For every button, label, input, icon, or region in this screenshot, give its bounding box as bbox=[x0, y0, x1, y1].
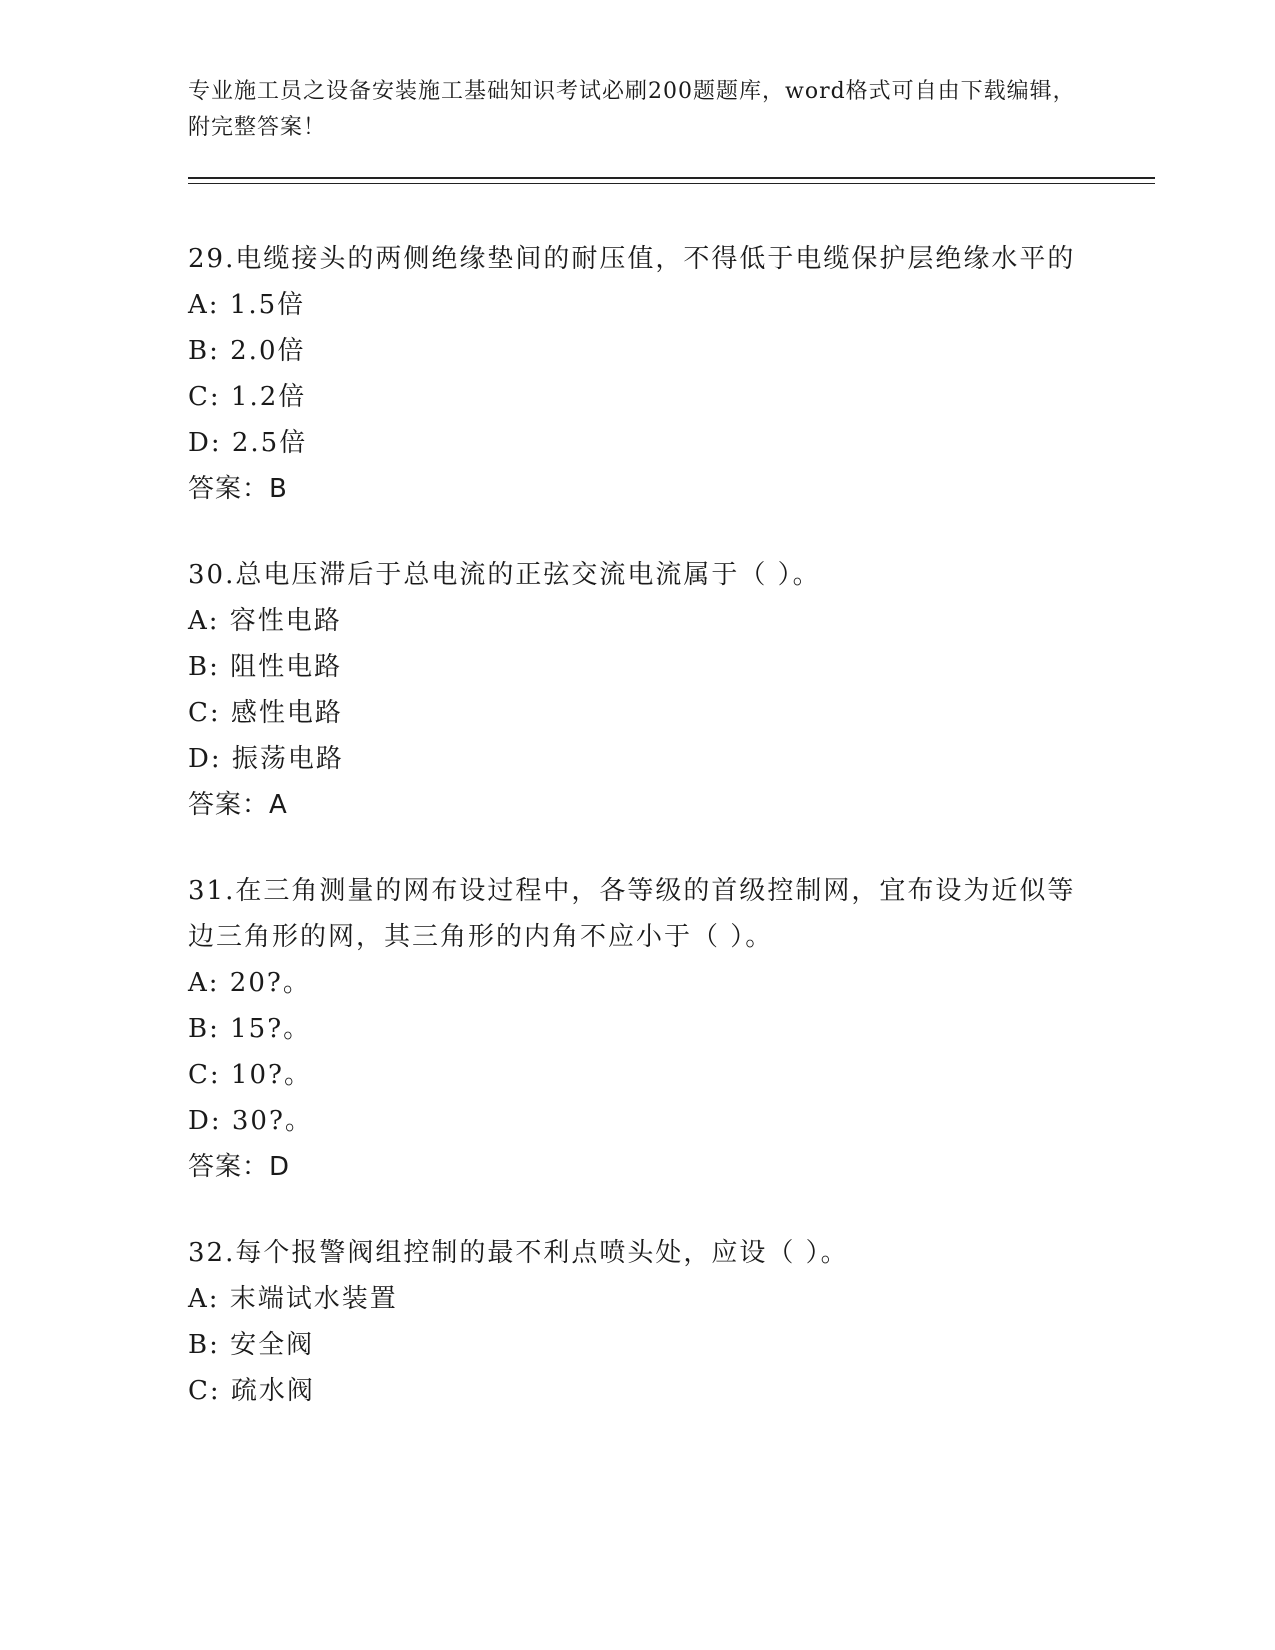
header-title: 专业施工员之设备安装施工基础知识考试必刷200题题库，word格式可自由下载编辑，附完整答案！ bbox=[188, 79, 1076, 140]
question-31 bbox=[188, 868, 1088, 1190]
option-d: D: 2.5倍 bbox=[188, 428, 308, 458]
option-c: C: 感性电路 bbox=[188, 698, 343, 728]
option-a: A: 容性电路 bbox=[188, 606, 342, 636]
option-b: B: 阻性电路 bbox=[188, 652, 343, 682]
option-c: C: 10?。 bbox=[188, 1060, 312, 1090]
header-divider-thin bbox=[188, 183, 1155, 184]
option-d: D: 30?。 bbox=[188, 1106, 313, 1136]
option-d: D: 振荡电路 bbox=[188, 744, 344, 774]
answer-line: 答案：D bbox=[188, 1152, 291, 1182]
option-b: B: 2.0倍 bbox=[188, 336, 306, 366]
question-stem: 30.总电压滞后于总电流的正弦交流电流属于（ ）。 bbox=[188, 560, 821, 590]
question-list bbox=[188, 236, 1088, 1454]
option-c: C: 疏水阀 bbox=[188, 1376, 315, 1406]
answer-line: 答案：A bbox=[188, 790, 288, 820]
question-32 bbox=[188, 1230, 1088, 1414]
option-c: C: 1.2倍 bbox=[188, 382, 307, 412]
question-stem: 32.每个报警阀组控制的最不利点喷头处，应设（ ）。 bbox=[188, 1238, 849, 1268]
question-29 bbox=[188, 236, 1088, 512]
question-stem: 29.电缆接头的两侧绝缘垫间的耐压值，不得低于电缆保护层绝缘水平的 bbox=[188, 244, 1076, 274]
option-a: A: 20?。 bbox=[188, 968, 311, 998]
header-divider-thick bbox=[188, 177, 1155, 179]
option-b: B: 15?。 bbox=[188, 1014, 312, 1044]
document-header bbox=[188, 74, 1088, 146]
question-stem: 31.在三角测量的网布设过程中，各等级的首级控制网，宜布设为近似等边三角形的网，其三角形的内角不应小于（ ）。 bbox=[188, 876, 1076, 952]
option-b: B: 安全阀 bbox=[188, 1330, 315, 1360]
answer-line: 答案：B bbox=[188, 474, 288, 504]
option-a: A: 末端试水装置 bbox=[188, 1284, 398, 1314]
option-a: A: 1.5倍 bbox=[188, 290, 306, 320]
question-30 bbox=[188, 552, 1088, 828]
